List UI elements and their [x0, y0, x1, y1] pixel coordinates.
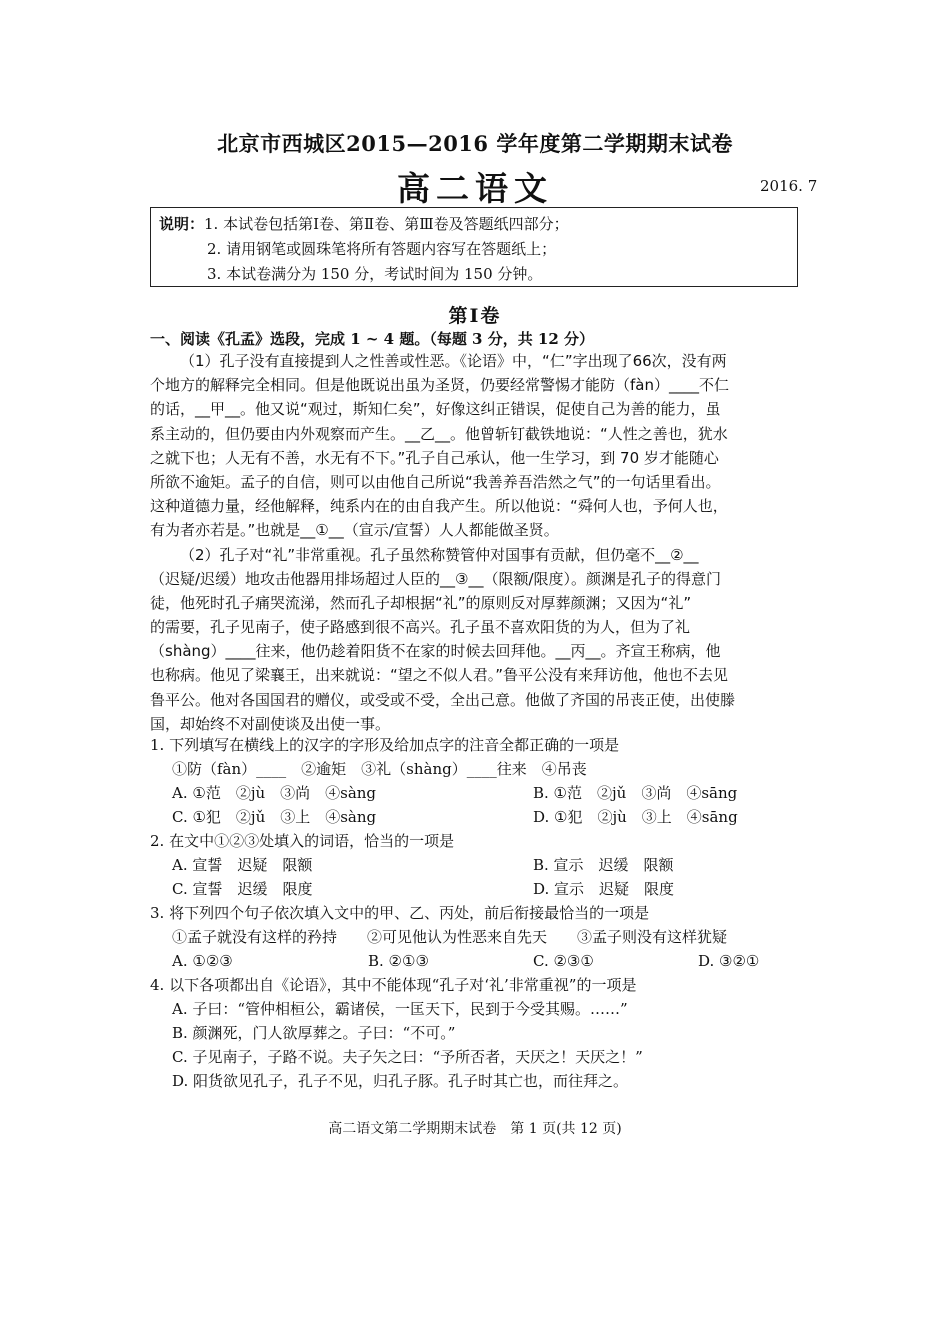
exam-title: 北京市西城区2015—2016 学年度第二学期期末试卷	[217, 131, 733, 156]
passage-line: 系主动的，但仍要由内外观察而产生。__乙__。他曾斩钉截铁地说：“人性之善也，犹水	[150, 424, 728, 443]
passage-line: 这种道德力量，经他解释，纯系内在的由自我产生。所以他说：“舜何人也，予何人也，	[150, 497, 728, 516]
passage-line: 鲁平公。他对各国国君的赠仪，或受或不受，全出己意。他做了齐国的吊丧正使，出使滕	[150, 690, 736, 709]
option-d: D. 宣示 迟疑 限度	[533, 880, 675, 898]
passage-line: 个地方的解释完全相同。但是他既说出虽为圣贤，仍要经常警惕才能防（fàn）____不仁	[150, 376, 729, 395]
option-a: A. 子曰：“管仲相桓公，霸诸侯，一匡天下，民到于今受其赐。……”	[172, 1000, 628, 1018]
option-a: A. 宣誓 迟疑 限额	[172, 856, 313, 874]
instruction-item: 1. 本试卷包括第Ⅰ卷、第Ⅱ卷、第Ⅲ卷及答题纸四部分；	[204, 215, 569, 233]
exam-date: 2016. 7	[760, 177, 818, 195]
passage-line: 有为者亦若是。”也就是__①__（宣示/宣誓）人人都能做圣贤。	[150, 521, 559, 540]
option-c: C. ②③①	[533, 952, 594, 970]
option-b: B. 宣示 迟缓 限额	[533, 856, 674, 874]
page-footer: 高二语文第二学期期末试卷 第 1 页(共 12 页)	[328, 1121, 622, 1137]
volume-heading: 第Ⅰ卷	[448, 305, 502, 327]
option-c: C. 宣誓 迟缓 限度	[172, 880, 313, 898]
question-stem: 1. 下列填写在横线上的汉字的字形及给加点字的注音全都正确的一项是	[150, 736, 620, 754]
option-c: C. 子见南子，子路不说。夫子矢之曰：“予所否者，天厌之！天厌之！”	[172, 1048, 643, 1066]
passage-line: （2）孔子对“礼”非常重视。孔子虽然称赞管仲对国事有贡献，但仍毫不__②__	[180, 545, 699, 564]
option-b: B. ②①③	[368, 952, 429, 970]
subject-heading: 高二语文	[397, 169, 553, 208]
question-stem: 4. 以下各项都出自《论语》，其中不能体现“孔子对‘礼’非常重视”的一项是	[150, 976, 637, 994]
section-heading: 一、阅读《孔孟》选段，完成 1 ~ 4 题。（每题 3 分，共 12 分）	[150, 330, 595, 348]
passage-line: 徒，他死时孔子痛哭流涕，然而孔子却根据“礼”的原则反对厚葬颜渊；又因为“礼”	[150, 593, 692, 612]
passage-line: （shàng）____往来，他仍趁着阳货不在家的时候去回拜他。__丙__。齐宣王称病，他	[150, 642, 721, 661]
instruction-item: 3. 本试卷满分为 150 分，考试时间为 150 分钟。	[207, 265, 543, 283]
question-stem: 2. 在文中①②③处填入的词语，恰当的一项是	[150, 832, 455, 850]
passage-line: 也称病。他见了梁襄王，出来就说：“望之不似人君。”鲁平公没有来拜访他，他也不去见	[150, 666, 729, 685]
question-stem: 3. 将下列四个句子依次填入文中的甲、乙、丙处，前后衔接最恰当的一项是	[150, 904, 650, 922]
option-d: D. ①犯 ②jù ③上 ④sāng	[533, 808, 738, 826]
question-items: ①孟子就没有这样的矜持 ②可见他认为性恶来自先天 ③孟子则没有这样犹疑	[172, 928, 728, 946]
option-a: A. ①②③	[172, 952, 233, 970]
passage-line: （迟疑/迟缓）地攻击他器用排场超过人臣的__③__（限额/限度）。颜渊是孔子的得意门	[150, 569, 722, 588]
option-d: D. 阳货欲见孔子，孔子不见，归孔子豚。孔子时其亡也，而往拜之。	[172, 1072, 629, 1090]
passage-line: （1）孔子没有直接提到人之性善或性恶。《论语》中，“仁”字出现了66次，没有两	[180, 352, 727, 370]
passage-line: 的需要，孔子见南子，使子路感到很不高兴。孔子虽不喜欢阳货的为人，但为了礼	[150, 618, 691, 637]
option-d: D. ③②①	[698, 952, 760, 970]
option-c: C. ①犯 ②jǔ ③上 ④sàng	[172, 808, 377, 826]
passage-line: 所欲不逾矩。孟子的自信，则可以由他自己所说“我善养吾浩然之气”的一句话里看出。	[150, 472, 721, 491]
instruction-item: 2. 请用钢笔或圆珠笔将所有答题内容写在答题纸上；	[207, 240, 557, 258]
passage-line: 之就下也；人无有不善，水无有不下。”孔子自己承认，他一生学习，到 70 岁才能随心	[150, 448, 719, 467]
option-a: A. ①范 ②jù ③尚 ④sàng	[172, 784, 377, 802]
option-b: B. ①范 ②jǔ ③尚 ④sāng	[533, 784, 738, 802]
question-list	[150, 733, 810, 1093]
reading-passage	[150, 349, 810, 736]
instructions-box	[150, 207, 798, 287]
question-items: ①防（fàn）____ ②逾矩 ③礼（shàng）____往来 ④吊丧	[172, 760, 587, 778]
option-b: B. 颜渊死，门人欲厚葬之。子曰：“不可。”	[172, 1024, 456, 1042]
instructions-label: 说明：	[159, 215, 205, 233]
passage-line: 国，却始终不对副使谈及出使一事。	[150, 714, 391, 733]
passage-line: 的话，__甲__。他又说“观过，斯知仁矣”，好像这纠正错误，促使自己为善的能力，虽	[150, 400, 721, 419]
